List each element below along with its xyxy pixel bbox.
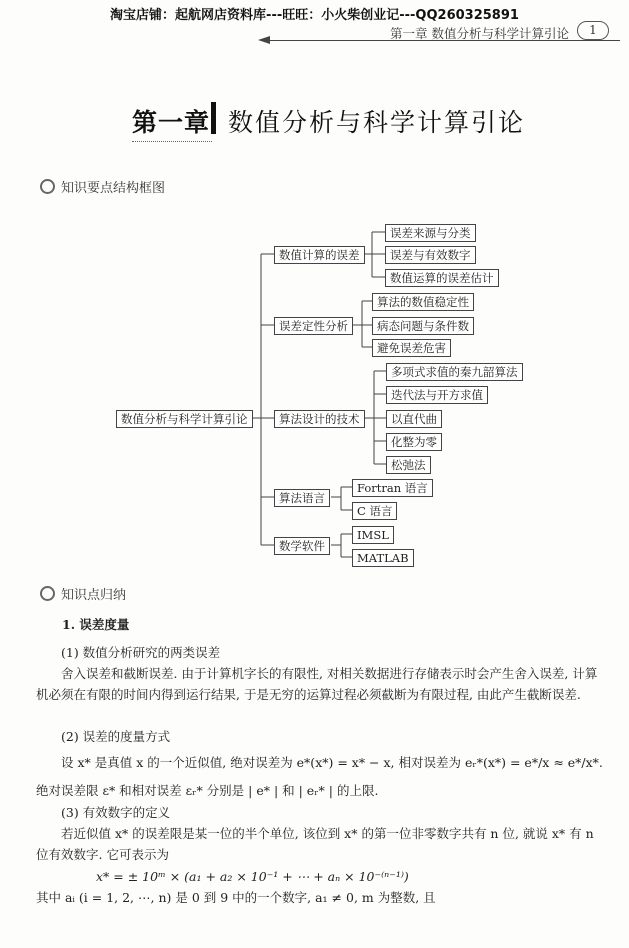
tree-leaf-node: 化整为零 (386, 433, 442, 451)
running-head: 第一章 数值分析与科学计算引论 (390, 26, 569, 41)
tree-leaf-node: 多项式求值的秦九韶算法 (386, 363, 523, 381)
tree-leaf-node: 迭代法与开方求值 (386, 386, 488, 404)
tree-group-node: 数值计算的误差 (274, 246, 365, 264)
section-structure-label: 知识要点结构框图 (61, 181, 166, 196)
chapter-label: 第一章 (132, 108, 211, 137)
point-heading: (1) 数值分析研究的两类误差 (61, 645, 221, 660)
ring-bullet-icon (40, 586, 55, 601)
tree-leaf-node: 误差来源与分类 (385, 224, 476, 242)
point-heading: (2) 误差的度量方式 (61, 729, 171, 744)
paragraph-digit-conditions: 其中 aᵢ (i = 1, 2, ⋯, n) 是 0 到 9 中的一个数字, a₁ ≠ 0, m 为整数, 且 (36, 890, 436, 905)
subsection-heading: 1. 误差度量 (62, 617, 130, 632)
tree-leaf-node: C 语言 (352, 502, 397, 520)
tree-leaf-node: 数值运算的误差估计 (385, 269, 499, 287)
tree-leaf-node: 松弛法 (386, 456, 431, 474)
chapter-title: 数值分析与科学计算引论 (228, 108, 526, 137)
tree-leaf-node: Fortran 语言 (352, 479, 433, 497)
paragraph-rounding-truncation: 舍入误差和截断误差. 由于计算机字长的有限性, 对相关数据进行存储表示时会产生舍入误差, 计算机必须在有限的时间内得到运行结果, 于是无穷的运算过程必须截断为有限过程, 由此产生截断误差. (36, 666, 598, 702)
tree-group-node: 算法语言 (274, 489, 330, 507)
page-number: 1 (577, 21, 609, 40)
tree-leaf-node: 病态问题与条件数 (372, 317, 474, 335)
section-summary-heading (40, 584, 126, 603)
tree-group-node: 数学软件 (274, 537, 330, 555)
paragraph-significant-digits: 若近似值 x* 的误差限是某一位的半个单位, 该位到 x* 的第一位非零数字共有 n 位, 就说 x* 有 n 位有效数字. 它可表示为 (36, 826, 594, 862)
tree-leaf-node: IMSL (352, 526, 394, 544)
paragraph-error-definition: 设 x* 是真值 x 的一个近似值, 绝对误差为 e*(x*) = x* − x, 相对误差为 eᵣ*(x*) = e*/x ≈ e*/x*. (61, 755, 603, 770)
section-summary-label: 知识点归纳 (61, 588, 127, 603)
tree-leaf-node: 避免误差危害 (372, 339, 451, 357)
tree-leaf-node: MATLAB (352, 549, 414, 567)
tree-group-node: 算法设计的技术 (274, 410, 365, 428)
formula-significant-digits: x* = ± 10ᵐ × (a₁ + a₂ × 10⁻¹ + ⋯ + aₙ × 10⁻⁽ⁿ⁻¹⁾) (96, 869, 409, 884)
tree-leaf-node: 误差与有效数字 (385, 246, 476, 264)
tree-leaf-node: 算法的数值稳定性 (372, 293, 474, 311)
tree-leaf-node: 以直代曲 (386, 410, 442, 428)
watermark-text: 淘宝店铺：起航网店资料库---旺旺：小火柴创业记---QQ260325891 (110, 8, 519, 23)
tree-root-node: 数值分析与科学计算引论 (116, 410, 253, 428)
paragraph-error-bound: 绝对误差限 ε* 和相对误差 εᵣ* 分别是 | e* | 和 | eᵣ* | 的上限. (36, 783, 379, 798)
tree-group-node: 误差定性分析 (274, 317, 353, 335)
point-heading: (3) 有效数字的定义 (61, 805, 171, 820)
